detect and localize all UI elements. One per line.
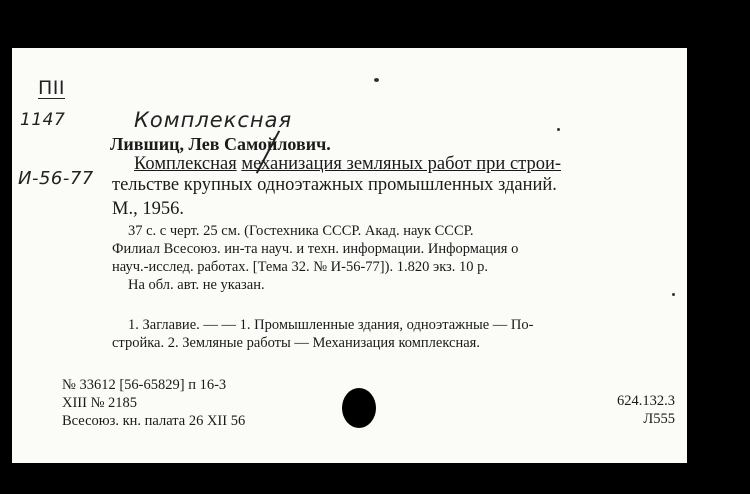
- series-number: XIII № 2185: [62, 395, 138, 411]
- cutter-number: Л555: [643, 411, 675, 427]
- imprint: М., 1956.: [112, 199, 184, 219]
- ink-speck: [374, 78, 379, 82]
- collation-line-2: Филиал Всесоюз. ин-та науч. и техн. информации. Информация о: [112, 241, 519, 257]
- ink-speck: [557, 128, 560, 131]
- title-rest: механизация земляных работ при строи-: [241, 154, 562, 174]
- tracings-line-2: стройка. 2. Земляные работы — Механизация комплексная.: [112, 335, 480, 351]
- collation-line-3: науч.-исслед. работах. [Тема 32. № И-56-77]). 1.820 экз. 10 р.: [112, 259, 489, 275]
- ink-speck: [672, 293, 675, 296]
- author-heading: Лившиц, Лев Самойлович.: [110, 134, 331, 154]
- punch-hole: [342, 388, 376, 428]
- title-line-1: [134, 154, 561, 175]
- handwritten-title-word: Комплексная: [134, 108, 293, 132]
- author-note: На обл. авт. не указан.: [128, 277, 265, 293]
- udc-code: 624.132.3: [617, 393, 675, 409]
- catalog-card: [12, 48, 687, 463]
- chamber-stamp: Всесоюз. кн. палата 26 XII 56: [62, 413, 246, 429]
- shelf-mark: ПII: [38, 77, 65, 99]
- collation-line-1: 37 с. с черт. 25 см. (Гостехника СССР. Акад. наук СССР.: [128, 223, 474, 239]
- accession-number: 1147: [20, 110, 66, 130]
- tracings-line-1: 1. Заглавие. — — 1. Промышленные здания, одноэтажные — По-: [128, 317, 534, 333]
- handwritten-code: И-56-77: [18, 168, 94, 189]
- title-first-word: Комплексная: [134, 154, 237, 174]
- registration-number: № 33612 [56-65829] п 16-3: [62, 377, 227, 393]
- title-line-2: тельстве крупных одноэтажных промышленных зданий.: [112, 175, 557, 195]
